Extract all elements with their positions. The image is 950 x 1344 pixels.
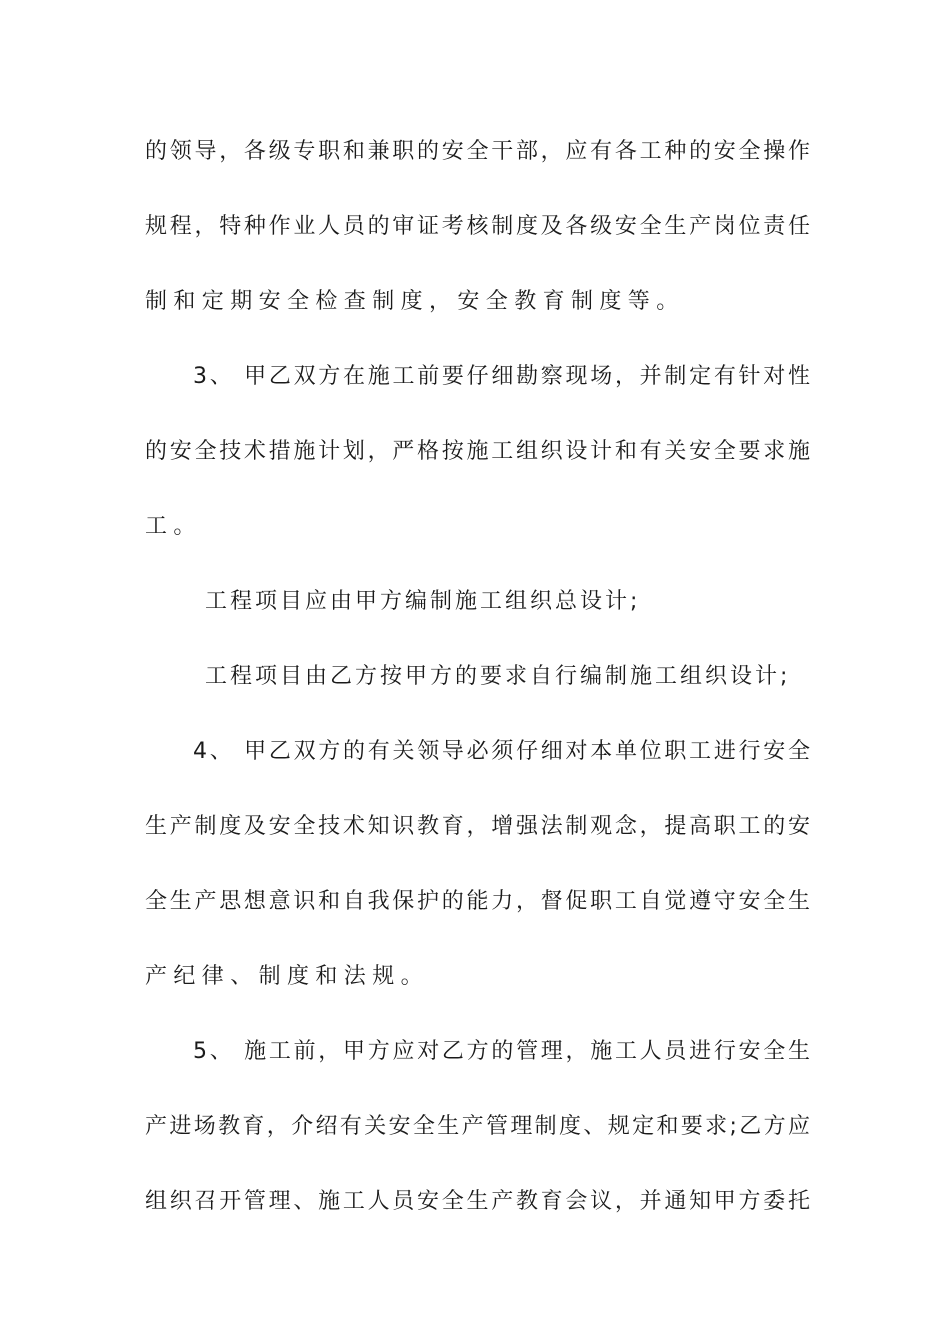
paragraph-3-start: 3、 甲乙双方在施工前要仔细勘察现场，并制定有针对性 bbox=[193, 364, 810, 389]
list-item: 工程项目应由甲方编制施工组织总设计; bbox=[205, 589, 641, 614]
text-line: 产纪律、制度和法规。 bbox=[145, 964, 430, 989]
paragraph-4-start: 4、 甲乙双方的有关领导必须仔细对本单位职工进行安全 bbox=[193, 739, 810, 764]
text-line: 产进场教育，介绍有关安全生产管理制度、规定和要求;乙方应 bbox=[145, 1114, 810, 1139]
text-line: 的安全技术措施计划，严格按施工组织设计和有关安全要求施 bbox=[145, 439, 810, 464]
paragraph-5-start: 5、 施工前，甲方应对乙方的管理，施工人员进行安全生 bbox=[193, 1039, 810, 1064]
text-line: 组织召开管理、施工人员安全生产教育会议，并通知甲方委托 bbox=[145, 1189, 810, 1214]
text-line: 工。 bbox=[145, 514, 202, 539]
text-line: 全生产思想意识和自我保护的能力，督促职工自觉遵守安全生 bbox=[145, 889, 810, 914]
text-line: 的领导，各级专职和兼职的安全干部，应有各工种的安全操作 bbox=[145, 139, 810, 164]
text-line: 规程，特种作业人员的审证考核制度及各级安全生产岗位责任 bbox=[145, 214, 810, 239]
text-line: 制和定期安全检查制度，安全教育制度等。 bbox=[145, 289, 685, 314]
list-item: 工程项目由乙方按甲方的要求自行编制施工组织设计; bbox=[205, 664, 791, 689]
text-line: 生产制度及安全技术知识教育，增强法制观念，提高职工的安 bbox=[145, 814, 810, 839]
